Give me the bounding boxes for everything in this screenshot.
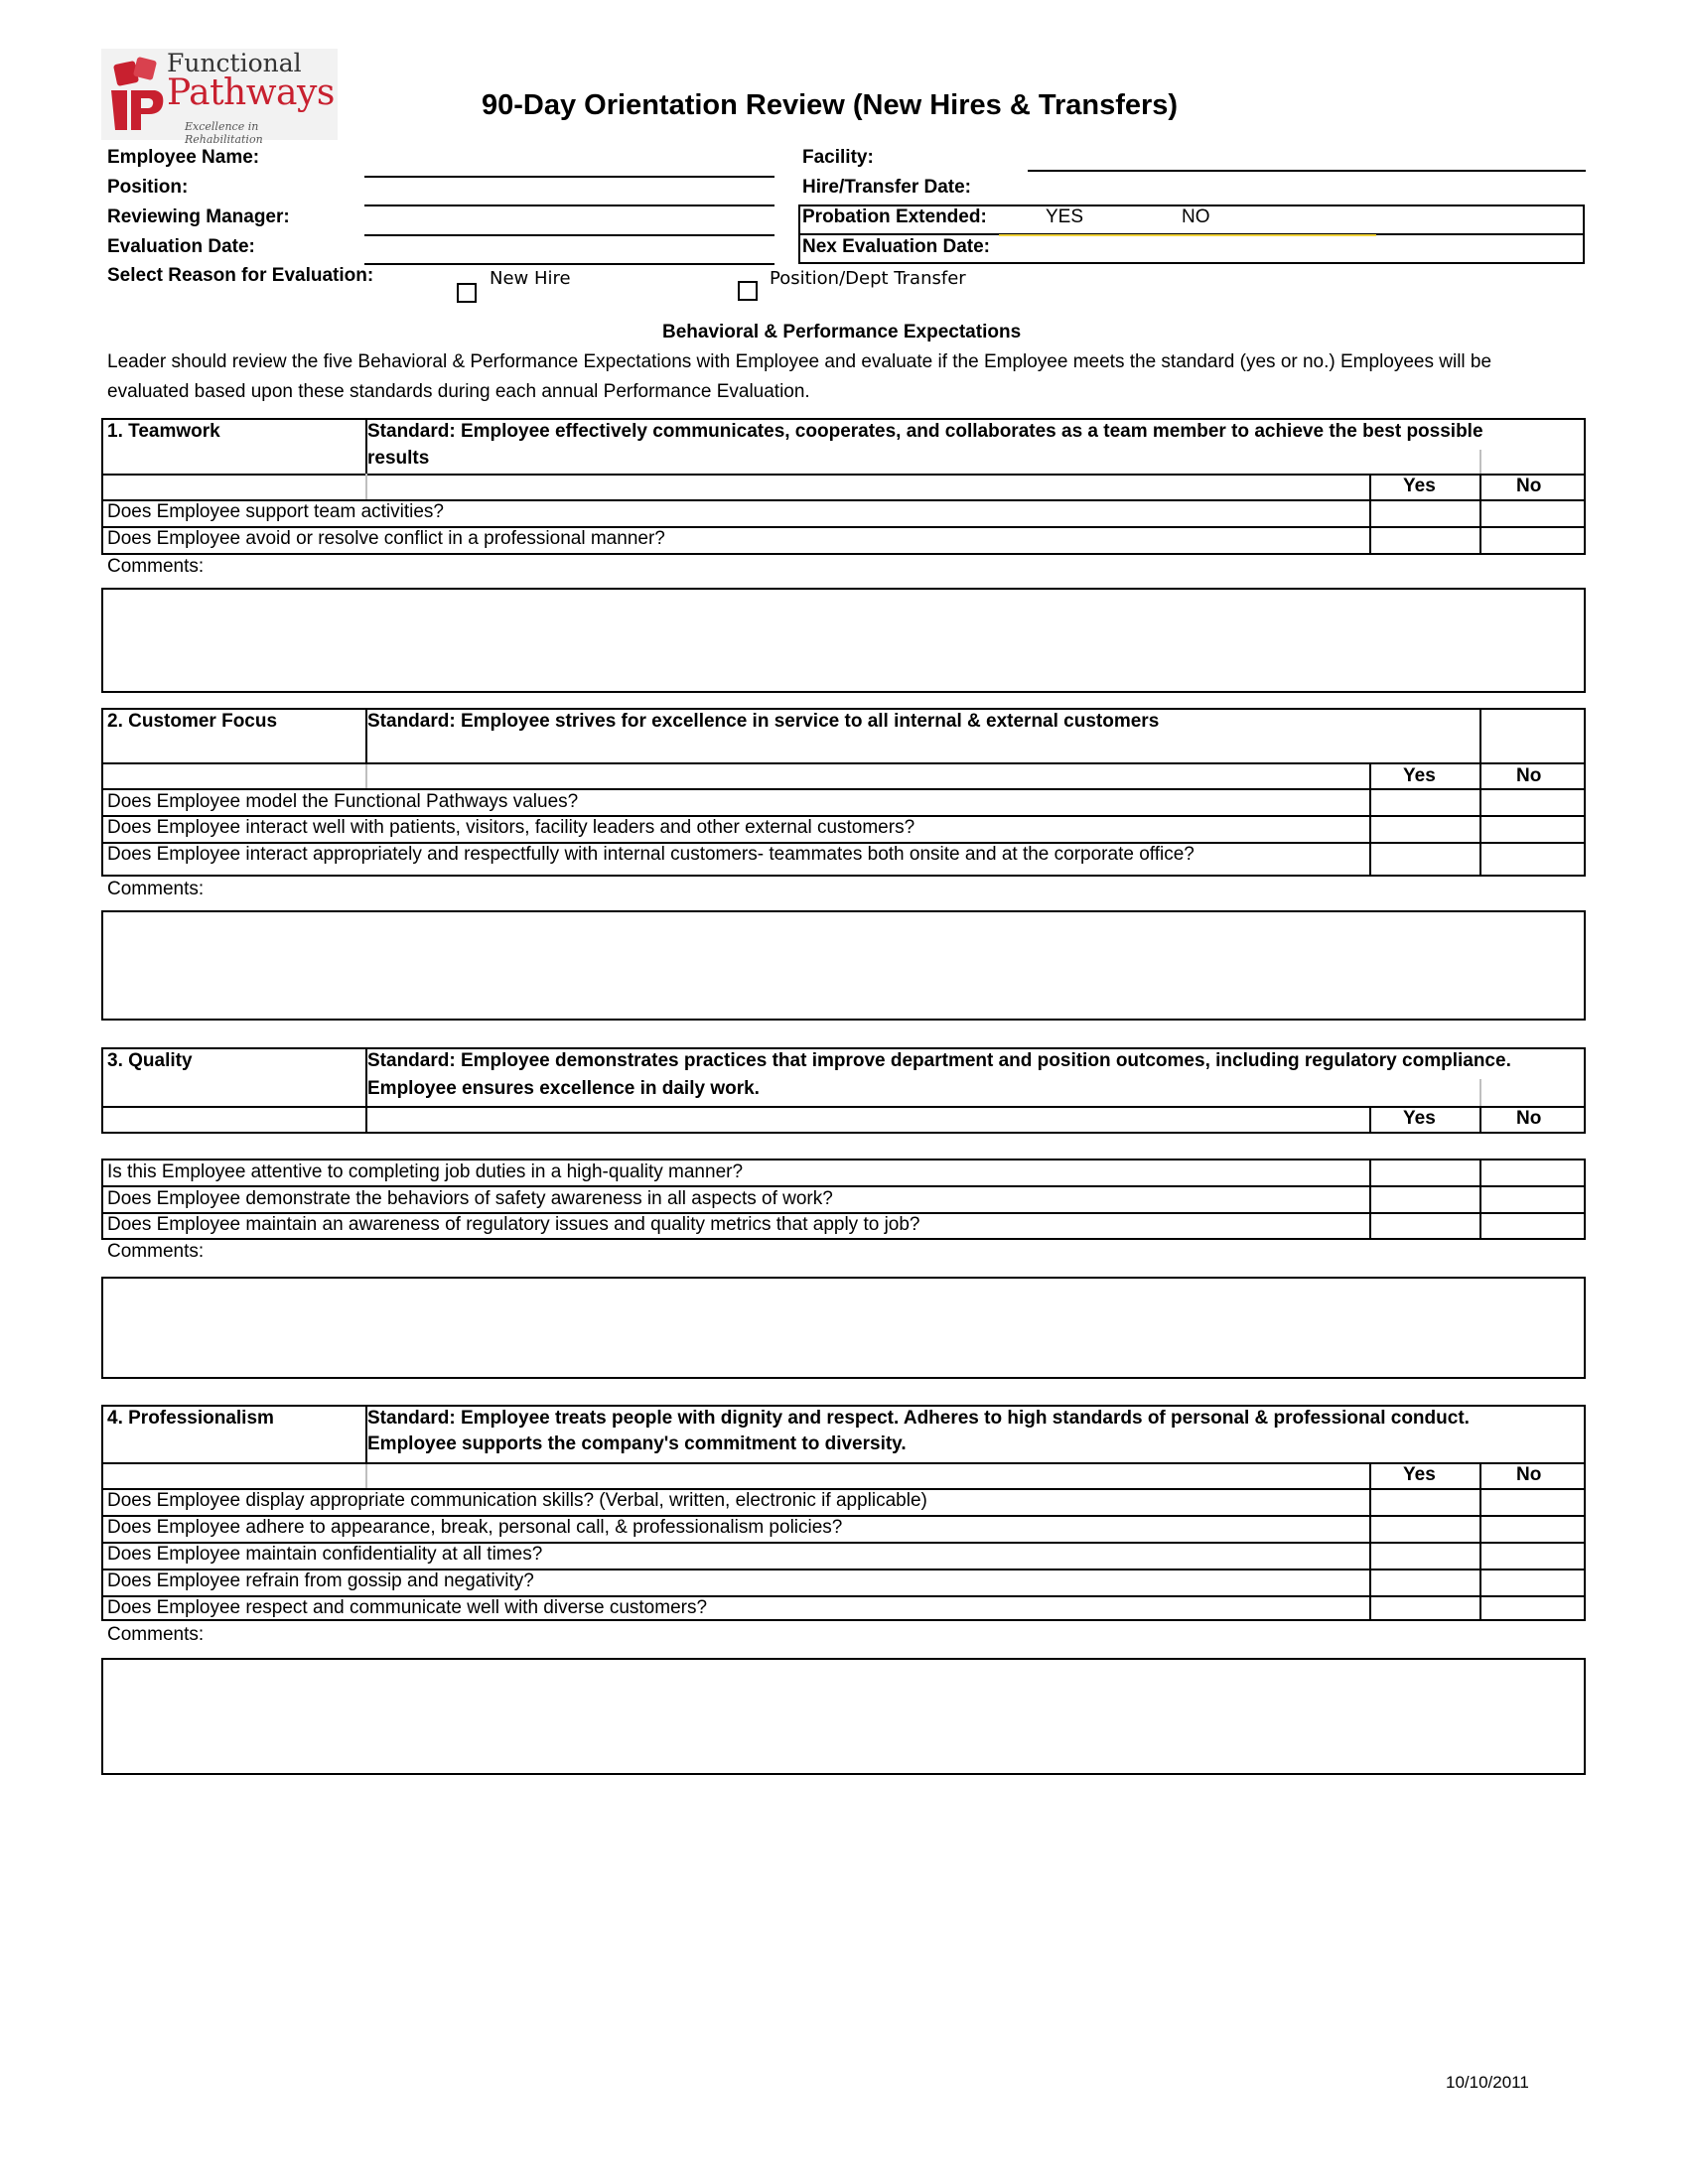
- professionalism-comments-field[interactable]: [101, 1658, 1586, 1775]
- quality-yes-header: Yes: [1403, 1108, 1436, 1129]
- yes-column-divider: [1369, 764, 1371, 877]
- position-label: Position:: [107, 177, 189, 198]
- position-field[interactable]: [364, 205, 774, 206]
- no-column-divider: [1479, 474, 1481, 555]
- customer-focus-title: 2. Customer Focus: [107, 711, 278, 732]
- professionalism-no-header: No: [1516, 1464, 1542, 1485]
- row-divider: [103, 1185, 1584, 1187]
- professionalism-comments-label: Comments:: [107, 1624, 205, 1645]
- evaluation-date-label: Evaluation Date:: [107, 236, 255, 257]
- evaluation-date-field[interactable]: [364, 263, 774, 265]
- customer-focus-question: Does Employee interact well with patients, visitors, facility leaders and other external customers?: [107, 817, 915, 838]
- hire-transfer-date-label: Hire/Transfer Date:: [802, 177, 972, 198]
- section-divider-faint: [365, 764, 367, 789]
- professionalism-yes-header: Yes: [1403, 1464, 1436, 1485]
- section-divider-faint: [1479, 1079, 1481, 1107]
- row-divider: [103, 788, 1584, 790]
- customer-focus-comments-label: Comments:: [107, 879, 205, 899]
- customer-focus-comments-field[interactable]: [101, 910, 1586, 1021]
- teamwork-yes-header: Yes: [1403, 476, 1436, 496]
- next-evaluation-date-label: Nex Evaluation Date:: [802, 236, 990, 257]
- professionalism-question: Does Employee respect and communicate well with diverse customers?: [107, 1597, 708, 1618]
- no-column-divider: [1479, 764, 1481, 877]
- logo-tagline: Excellence in Rehabilitation: [185, 120, 263, 146]
- transfer-checkbox[interactable]: [738, 281, 758, 301]
- customer-focus-question: Does Employee interact appropriately and respectfully with internal customers- teammates both onsite and at the corporate office?: [107, 844, 1195, 865]
- customer-focus-standard-line1: Standard: Employee strives for excellence in service to all internal & external customers: [367, 711, 1160, 732]
- expectations-intro-line1: Leader should review the five Behavioral & Performance Expectations with Employee and evaluate if the Employee meets the standard (yes or no.) Employees will be: [107, 351, 1492, 372]
- no-column-divider: [1479, 1160, 1481, 1240]
- teamwork-question: Does Employee support team activities?: [107, 501, 444, 522]
- functional-pathways-logo: [101, 49, 338, 146]
- quality-standard-line2: Employee ensures excellence in daily work.: [367, 1078, 760, 1099]
- teamwork-standard-line2: results: [367, 448, 430, 469]
- expectations-heading: Behavioral & Performance Expectations: [662, 322, 1022, 342]
- professionalism-question: Does Employee display appropriate communication skills? (Verbal, written, electronic if applicable): [107, 1490, 927, 1511]
- quality-question: Does Employee demonstrate the behaviors of safety awareness in all aspects of work?: [107, 1188, 833, 1209]
- row-divider: [103, 762, 1584, 764]
- logo-text-pathways: Pathways: [167, 72, 335, 113]
- select-reason-label: Select Reason for Evaluation:: [107, 265, 374, 286]
- quality-no-header: No: [1516, 1108, 1542, 1129]
- no-column-divider: [1479, 710, 1481, 764]
- professionalism-standard-line1: Standard: Employee treats people with dignity and respect. Adheres to high standards of personal & professional conduct.: [367, 1408, 1470, 1429]
- customer-focus-yes-header: Yes: [1403, 765, 1436, 786]
- yes-column-divider: [1369, 1160, 1371, 1240]
- quality-question: Is this Employee attentive to completing job duties in a high-quality manner?: [107, 1161, 744, 1182]
- page-title: 90-Day Orientation Review (New Hires & Transfers): [482, 89, 1179, 121]
- no-column-divider: [1479, 1106, 1481, 1134]
- yes-column-divider: [1369, 474, 1371, 555]
- new-hire-label: New Hire: [490, 268, 571, 289]
- logo-text-functional: Functional: [167, 49, 302, 77]
- professionalism-question: Does Employee adhere to appearance, break, personal call, & professionalism policies?: [107, 1517, 843, 1538]
- quality-title: 3. Quality: [107, 1050, 193, 1071]
- no-column-divider: [1479, 1462, 1481, 1621]
- customer-focus-question: Does Employee model the Functional Pathways values?: [107, 791, 579, 812]
- teamwork-title: 1. Teamwork: [107, 421, 220, 442]
- facility-label: Facility:: [802, 147, 874, 168]
- new-hire-checkbox[interactable]: [457, 283, 477, 303]
- facility-field[interactable]: [1028, 170, 1586, 172]
- probation-no-option[interactable]: NO: [1182, 206, 1210, 227]
- next-evaluation-date-field[interactable]: [999, 234, 1376, 236]
- professionalism-question: Does Employee refrain from gossip and negativity?: [107, 1570, 534, 1591]
- professionalism-question: Does Employee maintain confidentiality at all times?: [107, 1544, 543, 1565]
- quality-comments-field[interactable]: [101, 1277, 1586, 1379]
- row-divider: [103, 474, 1584, 476]
- teamwork-standard-line1: Standard: Employee effectively communicates, cooperates, and collaborates as a team member to achieve the best possible: [367, 421, 1483, 442]
- probation-yes-option[interactable]: YES: [1046, 206, 1084, 227]
- footer-date: 10/10/2011: [1446, 2073, 1529, 2092]
- professionalism-title: 4. Professionalism: [107, 1408, 274, 1429]
- teamwork-no-header: No: [1516, 476, 1542, 496]
- reviewing-manager-field[interactable]: [364, 234, 774, 236]
- transfer-label: Position/Dept Transfer: [770, 268, 966, 289]
- quality-standard-line1: Standard: Employee demonstrates practices that improve department and position outcomes, including regulatory compliance.: [367, 1050, 1511, 1071]
- employee-name-label: Employee Name:: [107, 147, 260, 168]
- teamwork-comments-field[interactable]: [101, 588, 1586, 693]
- logo-mark-icon: [105, 57, 167, 136]
- section-divider-faint: [1479, 450, 1481, 474]
- yes-column-divider: [1369, 1106, 1371, 1134]
- employee-name-field[interactable]: [364, 176, 774, 178]
- row-divider: [103, 1462, 1584, 1464]
- customer-focus-no-header: No: [1516, 765, 1542, 786]
- yes-column-divider: [1369, 1462, 1371, 1621]
- quality-question: Does Employee maintain an awareness of regulatory issues and quality metrics that apply to job?: [107, 1214, 920, 1235]
- row-divider: [103, 1106, 1584, 1108]
- expectations-intro-line2: evaluated based upon these standards during each annual Performance Evaluation.: [107, 381, 810, 402]
- teamwork-question: Does Employee avoid or resolve conflict in a professional manner?: [107, 528, 665, 549]
- section-divider-faint: [365, 474, 367, 501]
- reviewing-manager-label: Reviewing Manager:: [107, 206, 290, 227]
- section-divider-faint: [365, 1464, 367, 1488]
- professionalism-standard-line2: Employee supports the company's commitment to diversity.: [367, 1433, 907, 1454]
- probation-extended-label: Probation Extended:: [802, 206, 987, 227]
- teamwork-comments-label: Comments:: [107, 556, 205, 577]
- quality-comments-label: Comments:: [107, 1241, 205, 1262]
